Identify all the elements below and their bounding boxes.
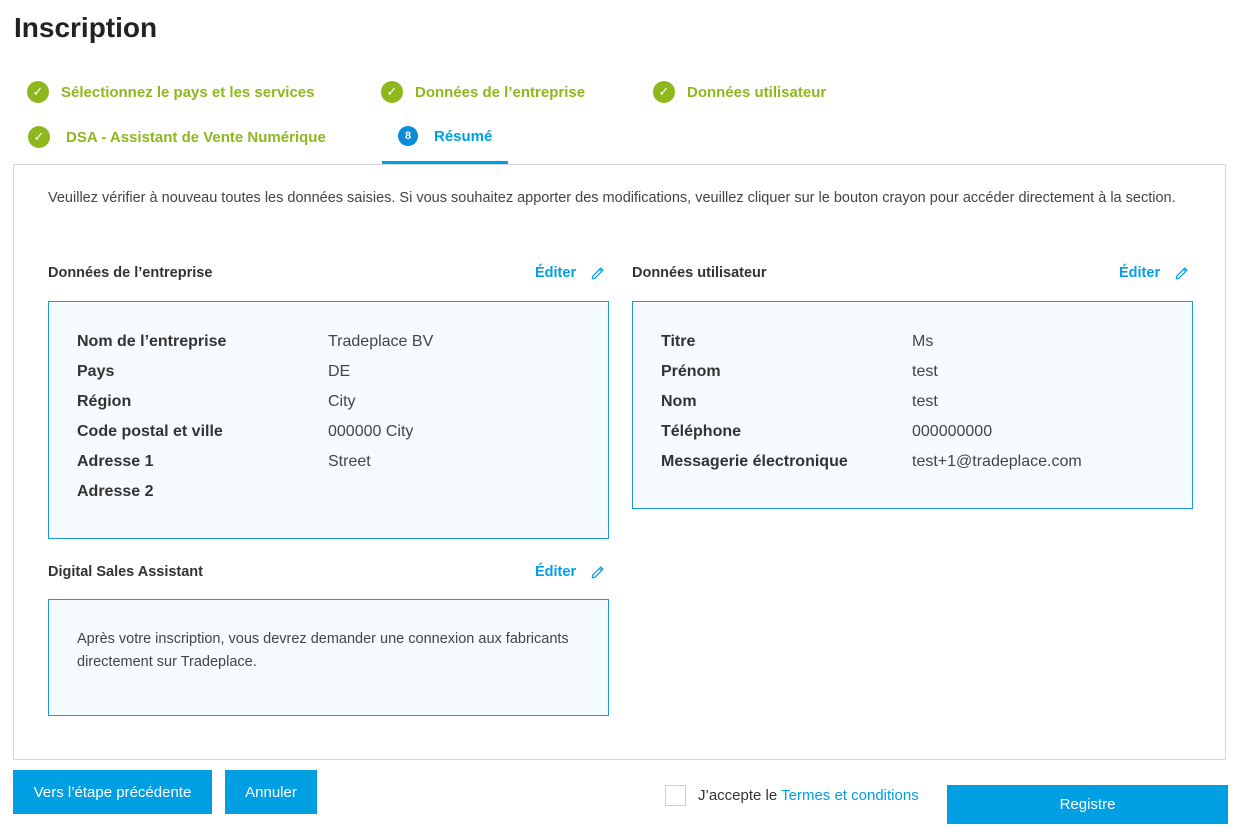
field-value: Ms bbox=[912, 333, 934, 350]
step-company-data[interactable] bbox=[381, 81, 585, 103]
edit-user-button[interactable] bbox=[1119, 265, 1189, 281]
field-label: Adresse 2 bbox=[77, 483, 154, 500]
field-value: 000000 City bbox=[328, 423, 414, 440]
summary-panel bbox=[13, 164, 1226, 760]
accept-terms-checkbox[interactable] bbox=[665, 785, 686, 806]
field-label: Prénom bbox=[661, 363, 721, 380]
step-label: Données de l’entreprise bbox=[415, 83, 586, 101]
field-label: Messagerie électronique bbox=[661, 453, 848, 470]
register-button[interactable]: Registre bbox=[947, 785, 1228, 824]
field-value: test bbox=[912, 393, 938, 410]
field-label: Code postal et ville bbox=[77, 423, 223, 440]
field-value: test bbox=[912, 363, 938, 380]
terms-link[interactable]: Termes et conditions bbox=[781, 787, 919, 804]
field-label: Région bbox=[77, 393, 132, 410]
edit-label: Éditer bbox=[535, 564, 577, 580]
field-value: City bbox=[328, 393, 356, 410]
accept-prefix: J’accepte le bbox=[698, 787, 778, 804]
dsa-text: Après votre inscription, vous devrez demander une connexion aux fabricants directement sur Tradeplace. bbox=[77, 631, 569, 670]
field-label: Nom de l’entreprise bbox=[77, 333, 227, 350]
step-dsa[interactable] bbox=[28, 126, 326, 148]
user-section-heading: Données utilisateur bbox=[632, 265, 767, 281]
step-country-services[interactable] bbox=[27, 81, 314, 103]
dsa-section-heading: Digital Sales Assistant bbox=[48, 564, 203, 580]
field-label: Pays bbox=[77, 363, 115, 380]
previous-step-button[interactable]: Vers l’étape précédente bbox=[13, 770, 212, 814]
field-label: Adresse 1 bbox=[77, 453, 154, 470]
page-title: Inscription bbox=[14, 12, 158, 43]
field-value: Tradeplace BV bbox=[328, 333, 434, 350]
pencil-icon bbox=[590, 266, 605, 281]
field-value: 000000000 bbox=[912, 423, 993, 440]
company-section-heading: Données de l’entreprise bbox=[48, 265, 213, 281]
field-value: Street bbox=[328, 453, 371, 470]
edit-label: Éditer bbox=[535, 265, 577, 281]
field-label: Nom bbox=[661, 393, 697, 410]
step-user-data[interactable] bbox=[653, 81, 826, 103]
step-label: DSA - Assistant de Vente Numérique bbox=[66, 128, 326, 146]
intro-text: Veuillez vérifier à nouveau toutes les données saisies. Si vous souhaitez apporter des modifications, veuillez cliquer sur le bouton crayon pour accéder directement à la section. bbox=[48, 190, 1176, 206]
edit-dsa-button[interactable] bbox=[535, 564, 605, 580]
field-label: Titre bbox=[661, 333, 696, 350]
pencil-icon bbox=[1174, 266, 1189, 281]
field-value: test+1@tradeplace.com bbox=[912, 453, 1082, 470]
cancel-button[interactable]: Annuler bbox=[225, 770, 317, 814]
edit-label: Éditer bbox=[1119, 265, 1161, 281]
step-label: Sélectionnez le pays et les services bbox=[61, 83, 315, 101]
step-label: Données utilisateur bbox=[687, 83, 827, 101]
edit-company-button[interactable] bbox=[535, 265, 605, 281]
user-data-box bbox=[632, 301, 1193, 509]
field-value: DE bbox=[328, 363, 351, 380]
check-icon: ✓ bbox=[28, 126, 50, 148]
field-label: Téléphone bbox=[661, 423, 742, 440]
check-icon: ✓ bbox=[381, 81, 403, 103]
pencil-icon bbox=[590, 565, 605, 580]
step-label: Résumé bbox=[434, 127, 493, 145]
step-number-badge: 8 bbox=[398, 126, 418, 146]
dsa-box bbox=[48, 599, 609, 716]
check-icon: ✓ bbox=[653, 81, 675, 103]
accept-text bbox=[698, 787, 919, 804]
company-data-box bbox=[48, 301, 609, 539]
check-icon: ✓ bbox=[27, 81, 49, 103]
step-summary[interactable] bbox=[398, 126, 492, 146]
terms-acceptance bbox=[665, 785, 919, 806]
